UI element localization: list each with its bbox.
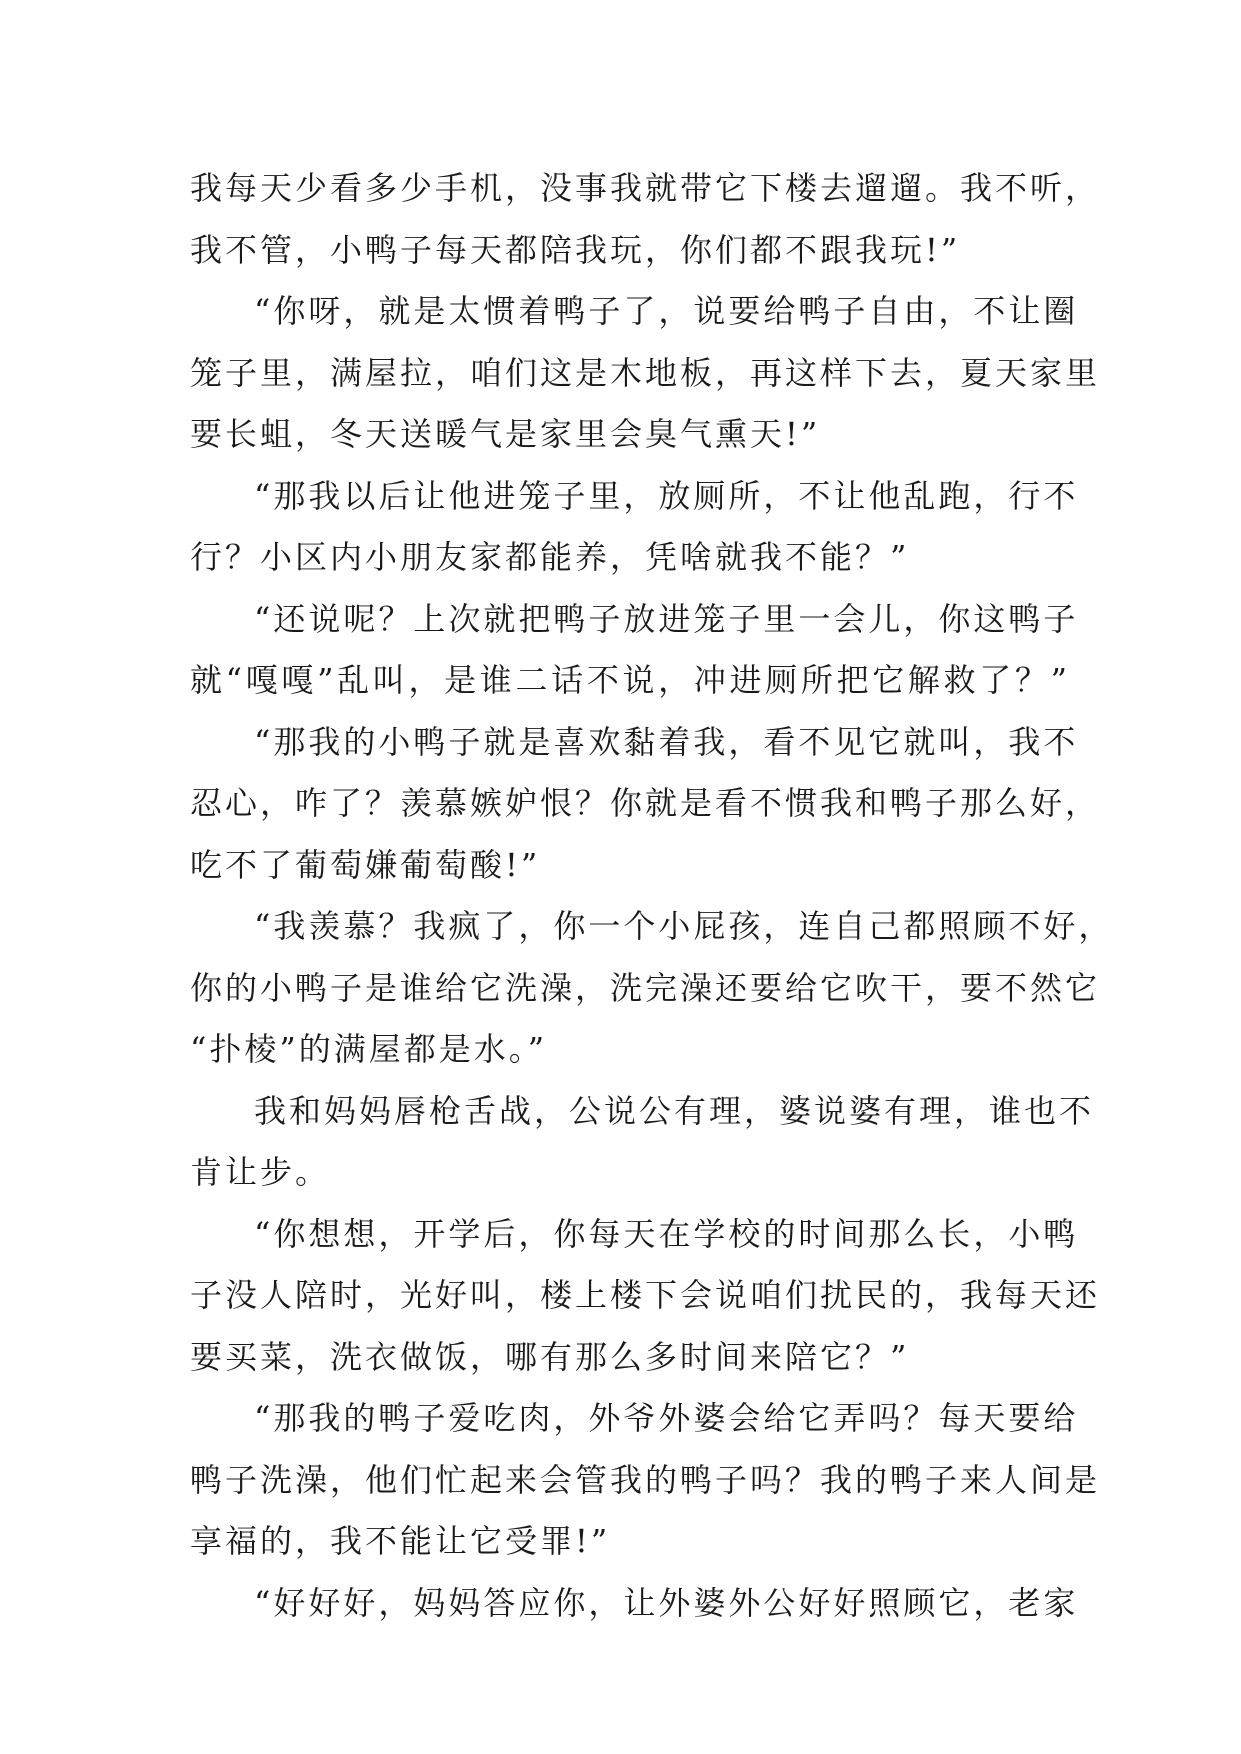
text-line: 你的小鸭子是谁给它洗澡，洗完澡还要给它吹干，要不然它 <box>190 968 1101 1007</box>
text-line: 我和妈妈唇枪舌战，公说公有理，婆说婆有理，谁也不 <box>254 1091 1095 1130</box>
text-line: 就“嘎嘎”乱叫，是谁二话不说，冲进厕所把它解救了？” <box>190 661 1070 699</box>
text-line: 要长蛆，冬天送暖气是家里会臭气熏天!” <box>190 415 821 453</box>
text-line: 鸭子洗澡，他们忙起来会管我的鸭子吗？我的鸭子来人间是 <box>190 1460 1101 1499</box>
text-line: 我每天少看多少手机，没事我就带它下楼去遛遛。我不听， <box>190 169 1101 207</box>
text-line: “那我的小鸭子就是喜欢黏着我，看不见它就叫，我不 <box>254 722 1079 761</box>
text-line: 要买菜，洗衣做饭，哪有那么多时间来陪它？” <box>190 1337 910 1376</box>
text-line: 肯让步。 <box>190 1153 331 1191</box>
text-line: 行？小区内小朋友家都能养，凭啥就我不能？” <box>190 538 910 576</box>
text-line: “好好好，妈妈答应你，让外婆外公好好照顾它，老家 <box>254 1583 1079 1622</box>
text-line: 忍心，咋了？羡慕嫉妒恨？你就是看不惯我和鸭子那么好， <box>190 784 1101 822</box>
story-text <box>190 158 1114 1634</box>
text-line: “那我以后让他进笼子里，放厕所，不让他乱跑，行不 <box>254 476 1079 515</box>
text-line: “那我的鸭子爱吃肉，外爷外婆会给它弄吗？每天要给 <box>254 1399 1079 1437</box>
text-line: 我不管，小鸭子每天都陪我玩，你们都不跟我玩!” <box>190 230 961 269</box>
text-line: “你呀，就是太惯着鸭子了，说要给鸭子自由，不让圈 <box>254 292 1079 330</box>
text-line: “我羡慕？我疯了，你一个小屁孩，连自己都照顾不好， <box>254 907 1114 945</box>
text-line: 子没人陪时，光好叫，楼上楼下会说咱们扰民的，我每天还 <box>190 1276 1101 1314</box>
text-line: “扑棱”的满屋都是水。” <box>190 1030 548 1068</box>
text-line: 笼子里，满屋拉，咱们这是木地板，再这样下去，夏天家里 <box>190 353 1101 392</box>
text-line: “还说呢？上次就把鸭子放进笼子里一会儿，你这鸭子 <box>254 599 1079 638</box>
text-line: 享福的，我不能让它受罪!” <box>190 1522 611 1560</box>
text-line: 吃不了葡萄嫌葡萄酸!” <box>190 845 541 884</box>
text-line: “你想想，开学后，你每天在学校的时间那么长，小鸭 <box>254 1214 1079 1253</box>
